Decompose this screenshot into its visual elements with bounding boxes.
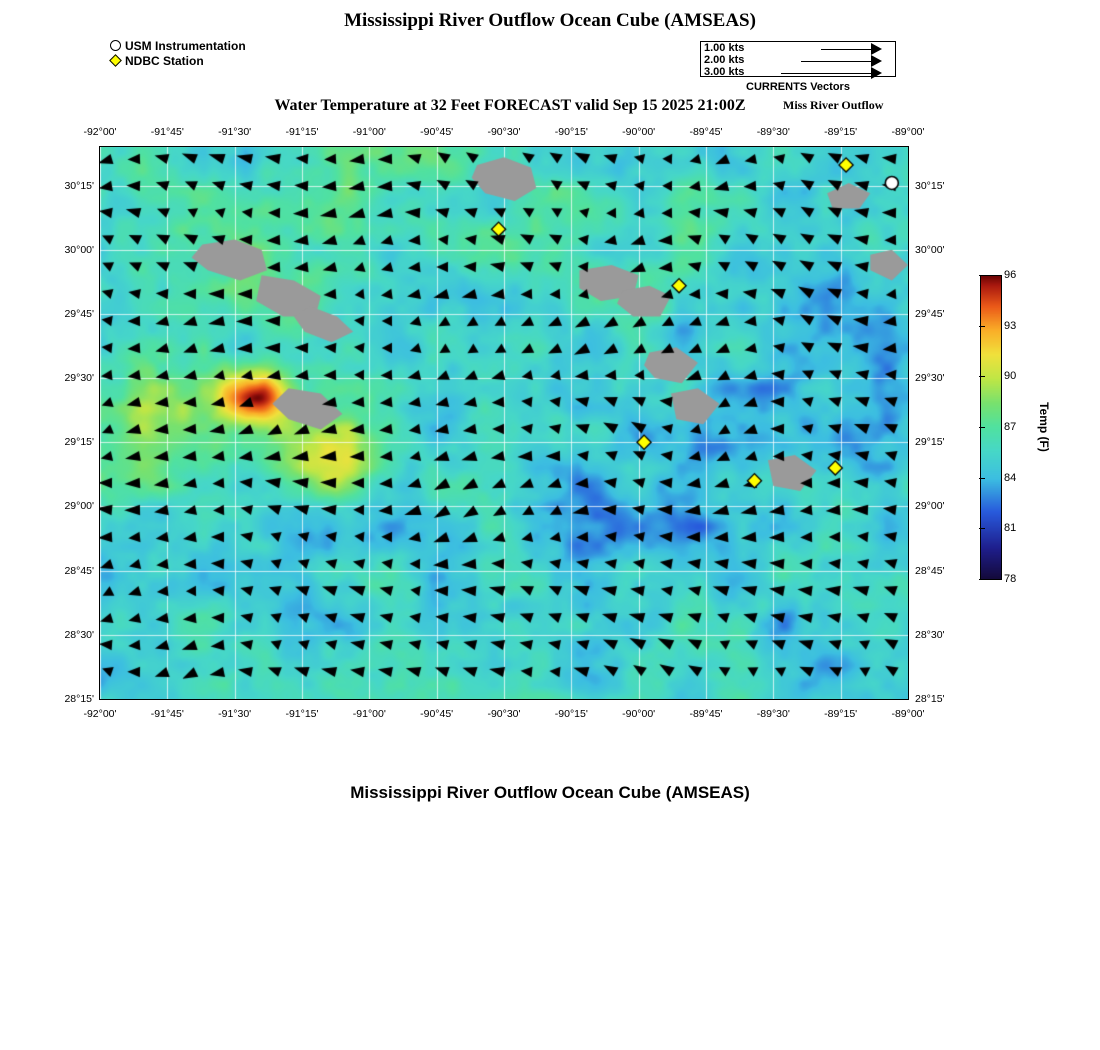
colorbar [980,269,1051,585]
diamond-marker-icon [109,54,122,67]
y-axis-tick-label: 29°15' [915,436,945,449]
y-axis-tick-label: 29°45' [64,307,94,320]
x-axis-tick-label: -90°45' [420,126,454,138]
colorbar-tick-mark [979,275,985,276]
x-axis-tick-label: -89°45' [689,126,723,138]
y-axis-tick-label: 28°45' [915,564,945,577]
colorbar-tick-mark [979,376,985,377]
map-plot-area[interactable] [99,146,909,700]
vector-shaft [821,49,871,50]
page-title: Mississippi River Outflow Ocean Cube (AMSEAS) [344,10,756,31]
x-axis-tick-label: -91°45' [150,708,184,720]
vector-shaft [781,73,871,74]
legend-item-ndbc [110,53,246,68]
y-axis-tick-label: 30°00' [64,243,94,256]
y-axis-tick-label: 29°00' [64,500,94,513]
colorbar-title: Temp (F) [1037,402,1051,452]
y-axis-tick-label: 29°15' [64,436,94,449]
vector-arrowhead-icon [871,67,882,79]
x-axis-tick-label: -89°00' [891,126,925,138]
y-axis-tick-label: 29°45' [915,307,945,320]
circle-marker-icon [110,40,121,51]
x-axis-tick-label: -89°00' [891,708,925,720]
x-axis-tick-label: -90°00' [622,126,656,138]
colorbar-tick-label: 90 [1004,370,1017,383]
x-axis-tick-label: -89°15' [824,126,858,138]
vector-key-label: 1.00 kts [704,42,745,54]
x-axis-tick-label: -90°30' [487,126,521,138]
colorbar-tick-label: 87 [1004,421,1017,433]
y-axis-tick-label: 28°45' [64,564,94,577]
x-axis-tick-label: -89°30' [756,126,790,138]
y-axis-tick-label: 29°00' [915,500,945,513]
x-axis-tick-label: -90°45' [420,708,454,720]
vector-key-row [701,67,895,79]
colorbar-tick-mark [979,427,985,428]
y-axis-tick-label: 28°15' [915,693,945,705]
x-axis-tick-label: -90°15' [554,708,588,720]
x-axis-tick-label: -90°15' [554,126,588,138]
x-axis-tick-label: -90°00' [622,708,656,720]
x-axis-tick-label: -91°45' [150,126,184,138]
legend-item-usm [110,38,246,53]
y-axis-tick-label: 29°30' [915,372,945,385]
x-axis-tick-label: -91°30' [218,708,252,720]
vector-key-caption: CURRENTS Vectors [746,81,850,93]
vector-arrowhead-icon [871,43,882,55]
colorbar-tick-mark [979,326,985,327]
legend-item-label: USM Instrumentation [125,38,246,53]
colorbar-tick-mark [979,478,985,479]
colorbar-tick-label: 96 [1004,269,1017,281]
currents-vector-key [700,41,896,77]
footer-title: Mississippi River Outflow Ocean Cube (AMSEAS) [350,783,750,802]
colorbar-tick-mark [979,528,985,529]
x-axis-tick-label: -89°45' [689,708,723,720]
outflow-annotation: Miss River Outflow [783,98,884,112]
colorbar-tick-mark [979,579,985,580]
map-subtitle: Water Temperature at 32 Feet FORECAST valid Sep 15 2025 21:00Z [274,97,746,114]
x-axis-tick-label: -91°00' [352,126,386,138]
legend-item-label: NDBC Station [125,53,204,68]
vector-key-label: 3.00 kts [704,66,745,78]
map-legend [110,38,246,68]
colorbar-tick-label: 93 [1004,319,1017,332]
x-axis-tick-label: -91°15' [285,708,319,720]
y-axis-tick-label: 28°15' [64,693,94,705]
y-axis-tick-label: 28°30' [64,628,94,641]
y-axis-tick-label: 29°30' [64,372,94,385]
x-axis-tick-label: -89°30' [756,708,790,720]
vector-key-label: 2.00 kts [704,54,745,66]
y-axis-tick-label: 30°15' [64,179,94,192]
x-axis-tick-label: -91°15' [285,126,319,138]
y-axis-tick-label: 30°15' [915,179,945,192]
x-axis-tick-label: -91°00' [352,708,386,720]
vector-arrowhead-icon [871,55,882,67]
y-axis-tick-label: 30°00' [915,243,945,256]
colorbar-tick-label: 78 [1004,573,1017,585]
x-axis-tick-label: -90°30' [487,708,521,720]
x-axis-tick-label: -91°30' [218,126,252,138]
colorbar-tick-label: 84 [1004,471,1017,484]
temperature-field [100,147,908,699]
x-axis-tick-label: -92°00' [83,126,117,138]
x-axis-tick-label: -89°15' [824,708,858,720]
y-axis-tick-label: 28°30' [915,628,945,641]
colorbar-tick-label: 81 [1004,522,1017,535]
x-axis-tick-label: -92°00' [83,708,117,720]
vector-shaft [801,61,871,62]
